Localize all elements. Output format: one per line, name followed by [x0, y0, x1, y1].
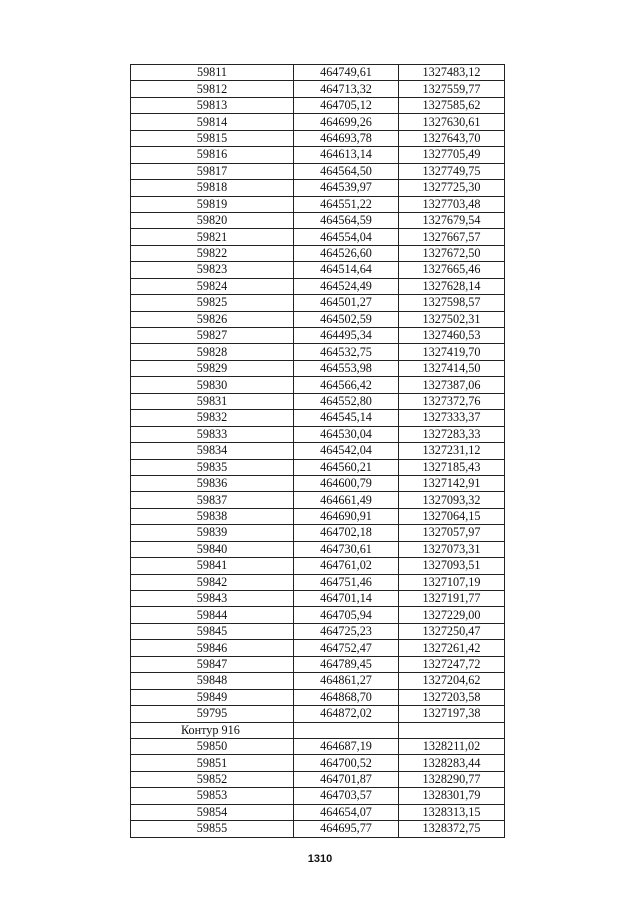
y-coordinate-cell: 1327247,72 [399, 656, 505, 672]
point-number-cell: 59851 [131, 755, 294, 771]
x-coordinate-cell: 464700,52 [294, 755, 399, 771]
point-number-cell: 59825 [131, 295, 294, 311]
point-number-cell: 59817 [131, 163, 294, 179]
point-number-cell: 59845 [131, 623, 294, 639]
x-coordinate-cell: 464554,04 [294, 229, 399, 245]
table-row [131, 114, 505, 130]
y-coordinate-cell: 1327667,57 [399, 229, 505, 245]
point-number-cell: 59844 [131, 607, 294, 623]
point-number-cell: 59827 [131, 328, 294, 344]
y-coordinate-cell: 1327630,61 [399, 114, 505, 130]
table-row [131, 788, 505, 804]
x-coordinate-cell: 464690,91 [294, 508, 399, 524]
x-coordinate-cell: 464702,18 [294, 525, 399, 541]
coordinates-table [130, 64, 505, 838]
table-row [131, 196, 505, 212]
table-row [131, 163, 505, 179]
point-number-cell: 59813 [131, 97, 294, 113]
point-number-cell: 59849 [131, 689, 294, 705]
table-row [131, 130, 505, 146]
y-coordinate-cell: 1327107,19 [399, 574, 505, 590]
point-number-cell: 59829 [131, 360, 294, 376]
y-coordinate-cell: 1327628,14 [399, 278, 505, 294]
table-row [131, 344, 505, 360]
table-row [131, 525, 505, 541]
table-row [131, 656, 505, 672]
y-coordinate-cell: 1327142,91 [399, 475, 505, 491]
x-coordinate-cell: 464761,02 [294, 558, 399, 574]
point-number-cell: 59842 [131, 574, 294, 590]
table-row [131, 591, 505, 607]
point-number-cell: 59836 [131, 475, 294, 491]
x-coordinate-cell: 464600,79 [294, 475, 399, 491]
table-row [131, 328, 505, 344]
empty-cell [399, 722, 505, 738]
point-number-cell: 59823 [131, 262, 294, 278]
y-coordinate-cell: 1327250,47 [399, 623, 505, 639]
x-coordinate-cell: 464725,23 [294, 623, 399, 639]
point-number-cell: 59833 [131, 426, 294, 442]
point-number-cell: 59855 [131, 821, 294, 837]
y-coordinate-cell: 1327460,53 [399, 328, 505, 344]
table-row [131, 377, 505, 393]
y-coordinate-cell: 1327057,97 [399, 525, 505, 541]
table-row [131, 393, 505, 409]
table-row [131, 360, 505, 376]
point-number-cell: 59815 [131, 130, 294, 146]
point-number-cell: 59852 [131, 771, 294, 787]
section-label: Контур 916 [131, 722, 294, 738]
table-row [131, 443, 505, 459]
table-row [131, 229, 505, 245]
point-number-cell: 59814 [131, 114, 294, 130]
y-coordinate-cell: 1327333,37 [399, 410, 505, 426]
point-number-cell: 59847 [131, 656, 294, 672]
table-row [131, 508, 505, 524]
x-coordinate-cell: 464751,46 [294, 574, 399, 590]
x-coordinate-cell: 464695,77 [294, 821, 399, 837]
x-coordinate-cell: 464713,32 [294, 81, 399, 97]
point-number-cell: 59820 [131, 212, 294, 228]
x-coordinate-cell: 464699,26 [294, 114, 399, 130]
y-coordinate-cell: 1327283,33 [399, 426, 505, 442]
y-coordinate-cell: 1327191,77 [399, 591, 505, 607]
x-coordinate-cell: 464564,59 [294, 212, 399, 228]
y-coordinate-cell: 1327093,32 [399, 492, 505, 508]
y-coordinate-cell: 1327705,49 [399, 147, 505, 163]
point-number-cell: 59841 [131, 558, 294, 574]
point-number-cell: 59835 [131, 459, 294, 475]
point-number-cell: 59832 [131, 410, 294, 426]
y-coordinate-cell: 1327203,58 [399, 689, 505, 705]
y-coordinate-cell: 1327672,50 [399, 245, 505, 261]
table-row [131, 245, 505, 261]
y-coordinate-cell: 1328313,15 [399, 804, 505, 820]
table-row [131, 607, 505, 623]
table-row [131, 278, 505, 294]
point-number-cell: 59812 [131, 81, 294, 97]
point-number-cell: 59821 [131, 229, 294, 245]
point-number-cell: 59822 [131, 245, 294, 261]
y-coordinate-cell: 1327229,00 [399, 607, 505, 623]
y-coordinate-cell: 1327372,76 [399, 393, 505, 409]
x-coordinate-cell: 464861,27 [294, 673, 399, 689]
x-coordinate-cell: 464872,02 [294, 706, 399, 722]
point-number-cell: 59843 [131, 591, 294, 607]
x-coordinate-cell: 464502,59 [294, 311, 399, 327]
point-number-cell: 59830 [131, 377, 294, 393]
x-coordinate-cell: 464749,61 [294, 65, 399, 81]
table-row [131, 65, 505, 81]
x-coordinate-cell: 464539,97 [294, 180, 399, 196]
y-coordinate-cell: 1327387,06 [399, 377, 505, 393]
x-coordinate-cell: 464532,75 [294, 344, 399, 360]
x-coordinate-cell: 464789,45 [294, 656, 399, 672]
page-number: 1310 [307, 853, 333, 865]
x-coordinate-cell: 464542,04 [294, 443, 399, 459]
y-coordinate-cell: 1327073,31 [399, 541, 505, 557]
table-row [131, 147, 505, 163]
table-row [131, 574, 505, 590]
x-coordinate-cell: 464501,27 [294, 295, 399, 311]
x-coordinate-cell: 464553,98 [294, 360, 399, 376]
y-coordinate-cell: 1327502,31 [399, 311, 505, 327]
point-number-cell: 59838 [131, 508, 294, 524]
point-number-cell: 59853 [131, 788, 294, 804]
table-row [131, 821, 505, 837]
point-number-cell: 59837 [131, 492, 294, 508]
point-number-cell: 59831 [131, 393, 294, 409]
y-coordinate-cell: 1327093,51 [399, 558, 505, 574]
table-row [131, 81, 505, 97]
y-coordinate-cell: 1327261,42 [399, 640, 505, 656]
y-coordinate-cell: 1328283,44 [399, 755, 505, 771]
y-coordinate-cell: 1327064,15 [399, 508, 505, 524]
point-number-cell: 59818 [131, 180, 294, 196]
y-coordinate-cell: 1328290,77 [399, 771, 505, 787]
y-coordinate-cell: 1327559,77 [399, 81, 505, 97]
y-coordinate-cell: 1327185,43 [399, 459, 505, 475]
x-coordinate-cell: 464551,22 [294, 196, 399, 212]
table-row [131, 804, 505, 820]
table-row [131, 212, 505, 228]
y-coordinate-cell: 1327665,46 [399, 262, 505, 278]
table-row [131, 755, 505, 771]
y-coordinate-cell: 1327231,12 [399, 443, 505, 459]
x-coordinate-cell: 464564,50 [294, 163, 399, 179]
x-coordinate-cell: 464495,34 [294, 328, 399, 344]
table-row [131, 541, 505, 557]
x-coordinate-cell: 464526,60 [294, 245, 399, 261]
point-number-cell: 59840 [131, 541, 294, 557]
point-number-cell: 59826 [131, 311, 294, 327]
y-coordinate-cell: 1328301,79 [399, 788, 505, 804]
y-coordinate-cell: 1327679,54 [399, 212, 505, 228]
x-coordinate-cell: 464705,94 [294, 607, 399, 623]
table-row [131, 459, 505, 475]
table-row [131, 295, 505, 311]
table-row [131, 475, 505, 491]
y-coordinate-cell: 1327703,48 [399, 196, 505, 212]
x-coordinate-cell: 464701,87 [294, 771, 399, 787]
point-number-cell: 59854 [131, 804, 294, 820]
table-row [131, 689, 505, 705]
y-coordinate-cell: 1327585,62 [399, 97, 505, 113]
point-number-cell: 59848 [131, 673, 294, 689]
x-coordinate-cell: 464661,49 [294, 492, 399, 508]
x-coordinate-cell: 464552,80 [294, 393, 399, 409]
y-coordinate-cell: 1328372,75 [399, 821, 505, 837]
x-coordinate-cell: 464693,78 [294, 130, 399, 146]
x-coordinate-cell: 464560,21 [294, 459, 399, 475]
y-coordinate-cell: 1327643,70 [399, 130, 505, 146]
table-row [131, 426, 505, 442]
y-coordinate-cell: 1327419,70 [399, 344, 505, 360]
x-coordinate-cell: 464701,14 [294, 591, 399, 607]
x-coordinate-cell: 464705,12 [294, 97, 399, 113]
x-coordinate-cell: 464730,61 [294, 541, 399, 557]
x-coordinate-cell: 464524,49 [294, 278, 399, 294]
x-coordinate-cell: 464703,57 [294, 788, 399, 804]
x-coordinate-cell: 464752,47 [294, 640, 399, 656]
table-row [131, 738, 505, 754]
table-row [131, 97, 505, 113]
point-number-cell: 59839 [131, 525, 294, 541]
table-row [131, 180, 505, 196]
x-coordinate-cell: 464566,42 [294, 377, 399, 393]
section-row [131, 722, 505, 738]
point-number-cell: 59824 [131, 278, 294, 294]
point-number-cell: 59846 [131, 640, 294, 656]
y-coordinate-cell: 1327598,57 [399, 295, 505, 311]
x-coordinate-cell: 464545,14 [294, 410, 399, 426]
point-number-cell: 59850 [131, 738, 294, 754]
table-row [131, 771, 505, 787]
y-coordinate-cell: 1327725,30 [399, 180, 505, 196]
x-coordinate-cell: 464530,04 [294, 426, 399, 442]
point-number-cell: 59811 [131, 65, 294, 81]
y-coordinate-cell: 1327483,12 [399, 65, 505, 81]
x-coordinate-cell: 464613,14 [294, 147, 399, 163]
point-number-cell: 59828 [131, 344, 294, 360]
empty-cell [294, 722, 399, 738]
point-number-cell: 59834 [131, 443, 294, 459]
point-number-cell: 59819 [131, 196, 294, 212]
x-coordinate-cell: 464654,07 [294, 804, 399, 820]
y-coordinate-cell: 1327414,50 [399, 360, 505, 376]
coordinates-table-body [131, 65, 505, 838]
y-coordinate-cell: 1328211,02 [399, 738, 505, 754]
x-coordinate-cell: 464868,70 [294, 689, 399, 705]
table-row [131, 311, 505, 327]
x-coordinate-cell: 464514,64 [294, 262, 399, 278]
y-coordinate-cell: 1327204,62 [399, 673, 505, 689]
table-row [131, 673, 505, 689]
table-row [131, 623, 505, 639]
table-row [131, 262, 505, 278]
y-coordinate-cell: 1327749,75 [399, 163, 505, 179]
table-row [131, 640, 505, 656]
point-number-cell: 59795 [131, 706, 294, 722]
x-coordinate-cell: 464687,19 [294, 738, 399, 754]
y-coordinate-cell: 1327197,38 [399, 706, 505, 722]
point-number-cell: 59816 [131, 147, 294, 163]
table-row [131, 558, 505, 574]
table-row [131, 706, 505, 722]
table-row [131, 410, 505, 426]
table-row [131, 492, 505, 508]
